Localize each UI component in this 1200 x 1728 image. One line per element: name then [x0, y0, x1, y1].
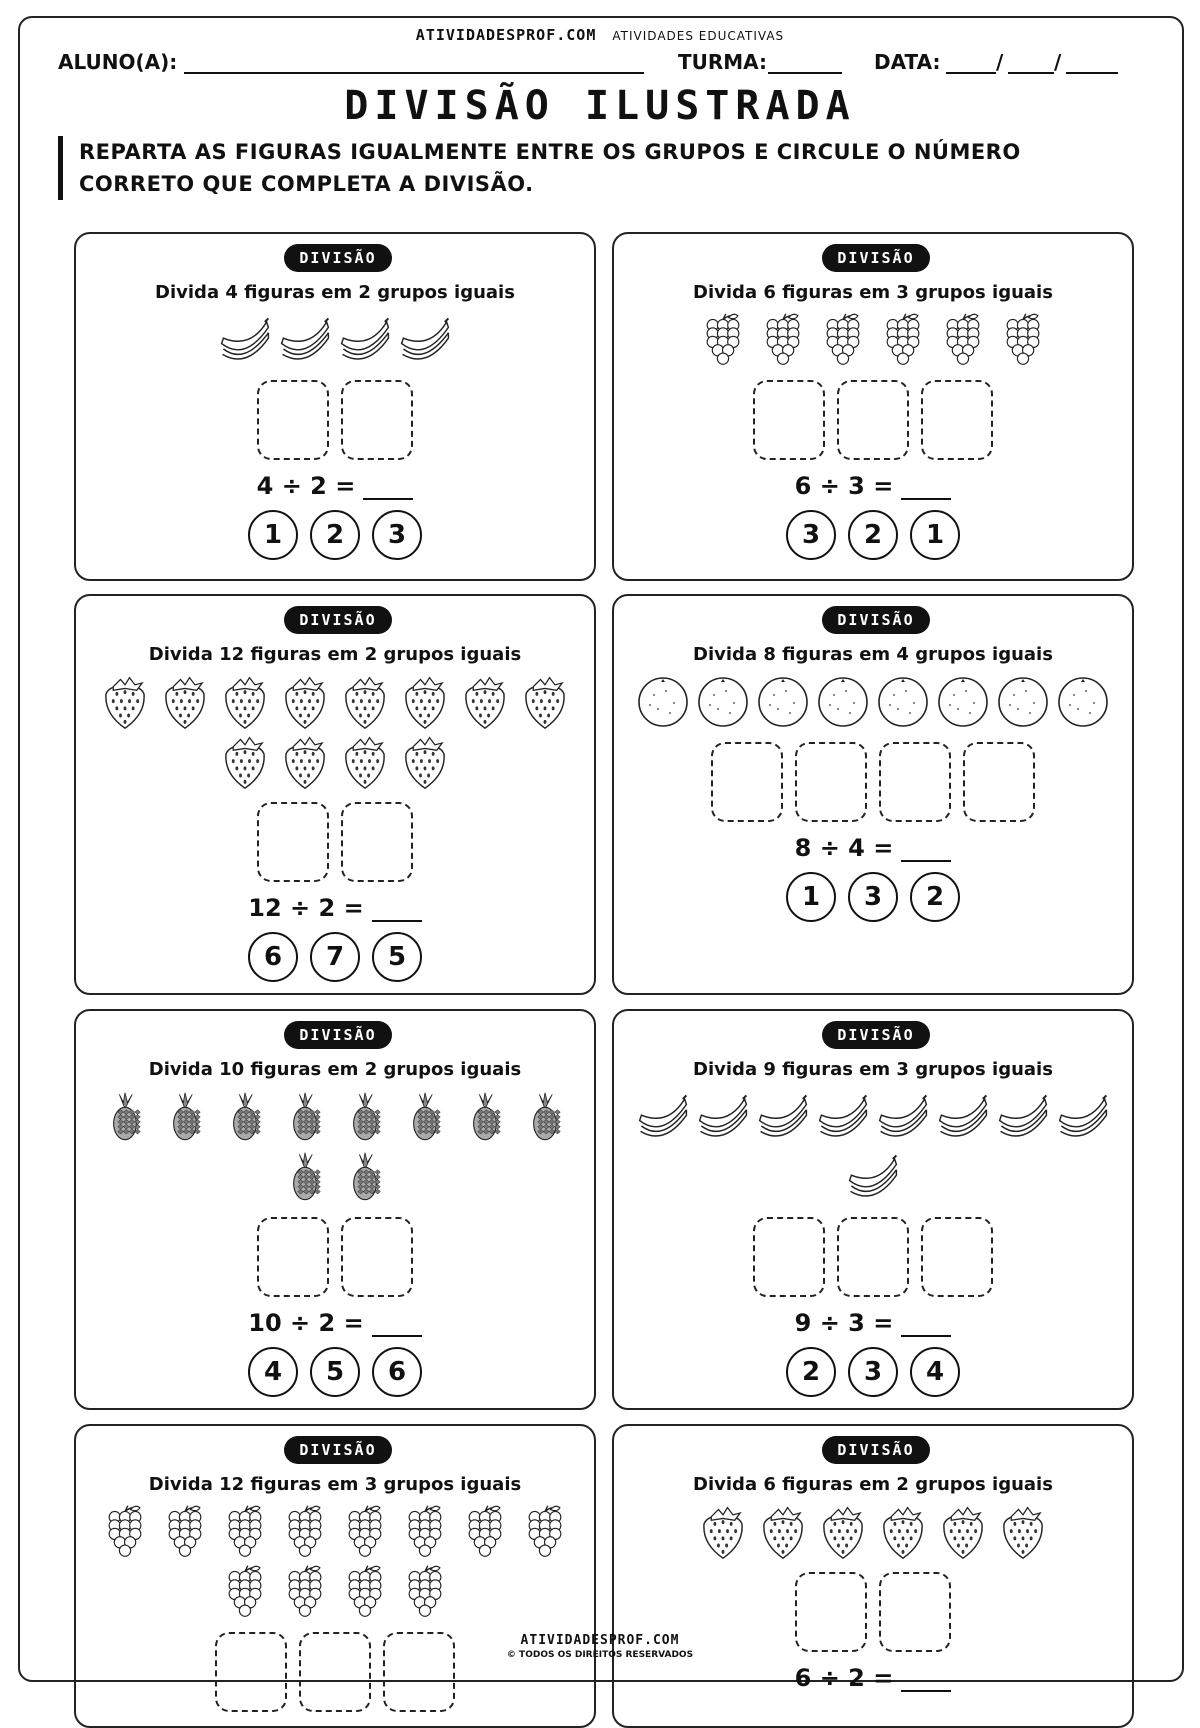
banana-icon [846, 1149, 900, 1205]
equation-text: 4 ÷ 2 = [256, 472, 356, 500]
grapes-icon [278, 1564, 332, 1620]
group-box[interactable] [341, 802, 413, 882]
fruit-row [76, 674, 594, 730]
group-box[interactable] [341, 1217, 413, 1297]
equation-text: 9 ÷ 3 = [794, 1309, 894, 1337]
strawberry-icon [756, 1504, 810, 1560]
fruit-row [614, 1504, 1132, 1560]
strawberry-icon [936, 1504, 990, 1560]
pineapple-icon [518, 1089, 572, 1145]
equation-text: 10 ÷ 2 = [248, 1309, 364, 1337]
grapes-icon [458, 1504, 512, 1560]
answer-options [614, 1347, 1132, 1397]
strawberry-icon [278, 734, 332, 790]
division-equation [76, 1309, 594, 1337]
banana-icon [636, 1089, 690, 1145]
pineapple-icon [458, 1089, 512, 1145]
group-boxes [614, 380, 1132, 460]
answer-option[interactable]: 2 [310, 510, 360, 560]
strawberry-icon [398, 674, 452, 730]
strawberry-icon [996, 1504, 1050, 1560]
answer-option[interactable]: 1 [910, 510, 960, 560]
task-text: Divida 6 figuras em 2 grupos iguais [693, 1474, 1053, 1495]
division-equation [76, 472, 594, 500]
answer-option[interactable]: 3 [786, 510, 836, 560]
site-subtitle: ATIVIDADES EDUCATIVAS [612, 29, 785, 43]
group-box[interactable] [963, 742, 1035, 822]
strawberry-icon [398, 734, 452, 790]
group-box[interactable] [257, 1217, 329, 1297]
date-separator: / [1054, 50, 1062, 74]
answer-option[interactable]: 1 [786, 872, 836, 922]
answer-options [76, 1347, 594, 1397]
task-text: Divida 12 figuras em 3 grupos iguais [148, 1474, 522, 1495]
banana-icon [696, 1089, 750, 1145]
group-box[interactable] [837, 380, 909, 460]
exercise-card [612, 594, 1134, 995]
grapes-icon [756, 312, 810, 368]
strawberry-icon [518, 674, 572, 730]
strawberry-icon [98, 674, 152, 730]
exercise-card [74, 1424, 596, 1728]
task-text: Divida 8 figuras em 4 grupos iguais [693, 644, 1053, 665]
banana-icon [398, 312, 452, 368]
exercise-card [74, 594, 596, 995]
answer-option[interactable]: 3 [848, 1347, 898, 1397]
pineapple-icon [278, 1149, 332, 1205]
task-text: Divida 9 figuras em 3 grupos iguais [693, 1059, 1053, 1080]
grapes-icon [518, 1504, 572, 1560]
exercise-card [612, 1009, 1134, 1410]
date-separator: / [996, 50, 1004, 74]
task-text: Divida 6 figuras em 3 grupos iguais [693, 282, 1053, 303]
answer-options [614, 872, 1132, 922]
fruit-row [76, 1149, 594, 1205]
banana-icon [756, 1089, 810, 1145]
answer-option[interactable]: 2 [910, 872, 960, 922]
strawberry-icon [876, 1504, 930, 1560]
group-boxes [76, 802, 594, 882]
answer-blank[interactable] [372, 1313, 422, 1337]
fruit-row [614, 674, 1132, 730]
division-equation [614, 1664, 1132, 1692]
orange-icon [996, 674, 1050, 730]
student-info-row [58, 50, 1148, 80]
group-boxes [76, 380, 594, 460]
grapes-icon [876, 312, 930, 368]
instruction-line: CORRETO QUE COMPLETA A DIVISÃO. [79, 172, 534, 196]
footer-site: ATIVIDADESPROF.COM [520, 1633, 680, 1648]
group-box[interactable] [921, 380, 993, 460]
strawberry-icon [696, 1504, 750, 1560]
orange-icon [1056, 674, 1110, 730]
page-title: DIVISÃO ILUSTRADA [344, 83, 856, 129]
group-box[interactable] [795, 742, 867, 822]
answer-option[interactable]: 6 [248, 932, 298, 982]
group-box[interactable] [837, 1217, 909, 1297]
pineapple-icon [398, 1089, 452, 1145]
equation-text: 6 ÷ 3 = [794, 472, 894, 500]
student-name-field[interactable] [184, 72, 644, 74]
division-badge: DIVISÃO [284, 606, 392, 634]
answer-blank[interactable] [901, 1668, 951, 1692]
instructions [58, 136, 1159, 200]
group-box[interactable] [921, 1217, 993, 1297]
strawberry-icon [338, 674, 392, 730]
answer-options [614, 510, 1132, 560]
answer-option[interactable]: 4 [910, 1347, 960, 1397]
answer-option[interactable]: 5 [310, 1347, 360, 1397]
fruit-row [76, 1564, 594, 1620]
division-badge: DIVISÃO [284, 244, 392, 272]
division-badge: DIVISÃO [284, 1021, 392, 1049]
fruit-row [76, 1089, 594, 1145]
grapes-icon [218, 1564, 272, 1620]
grapes-icon [278, 1504, 332, 1560]
strawberry-icon [816, 1504, 870, 1560]
exercise-card [74, 232, 596, 581]
division-equation [614, 834, 1132, 862]
equation-text: 6 ÷ 2 = [794, 1664, 894, 1692]
pineapple-icon [98, 1089, 152, 1145]
pineapple-icon [338, 1149, 392, 1205]
banana-icon [278, 312, 332, 368]
answer-option[interactable]: 2 [848, 510, 898, 560]
answer-options [76, 510, 594, 560]
grapes-icon [398, 1504, 452, 1560]
footer [0, 1633, 1200, 1663]
grapes-icon [816, 312, 870, 368]
fruit-row [76, 734, 594, 790]
answer-option[interactable]: 3 [848, 872, 898, 922]
orange-icon [756, 674, 810, 730]
grapes-icon [338, 1564, 392, 1620]
pineapple-icon [278, 1089, 332, 1145]
orange-icon [636, 674, 690, 730]
division-badge: DIVISÃO [822, 606, 930, 634]
strawberry-icon [338, 734, 392, 790]
group-box[interactable] [257, 802, 329, 882]
banana-icon [218, 312, 272, 368]
answer-option[interactable]: 4 [248, 1347, 298, 1397]
answer-option[interactable]: 5 [372, 932, 422, 982]
site-name: ATIVIDADESPROF.COM [415, 26, 597, 44]
pineapple-icon [338, 1089, 392, 1145]
date-month-field[interactable] [1008, 72, 1054, 74]
site-header [0, 26, 1200, 44]
grapes-icon [996, 312, 1050, 368]
grapes-icon [936, 312, 990, 368]
strawberry-icon [158, 674, 212, 730]
answer-option[interactable]: 1 [248, 510, 298, 560]
instruction-line: REPARTA AS FIGURAS IGUALMENTE ENTRE OS GRUPOS E CIRCULE O NÚMERO [79, 140, 1021, 164]
strawberry-icon [218, 734, 272, 790]
banana-icon [996, 1089, 1050, 1145]
division-equation [76, 894, 594, 922]
footer-rights: © TODOS OS DIREITOS RESERVADOS [506, 1650, 694, 1660]
date-year-field[interactable] [1066, 72, 1118, 74]
strawberry-icon [458, 674, 512, 730]
exercise-card [612, 1424, 1134, 1728]
group-boxes [614, 1217, 1132, 1297]
banana-icon [338, 312, 392, 368]
answer-blank[interactable] [901, 838, 951, 862]
answer-blank[interactable] [901, 476, 951, 500]
group-box[interactable] [879, 742, 951, 822]
fruit-row [614, 1089, 1132, 1145]
task-text: Divida 10 figuras em 2 grupos iguais [148, 1059, 522, 1080]
task-text: Divida 4 figuras em 2 grupos iguais [155, 282, 515, 303]
grapes-icon [158, 1504, 212, 1560]
answer-blank[interactable] [372, 898, 422, 922]
grapes-icon [398, 1564, 452, 1620]
group-box[interactable] [753, 380, 825, 460]
answer-options [76, 932, 594, 982]
answer-option[interactable]: 2 [786, 1347, 836, 1397]
date-label: DATA: [874, 50, 941, 74]
group-box[interactable] [341, 380, 413, 460]
division-equation [614, 1309, 1132, 1337]
equation-text: 12 ÷ 2 = [248, 894, 364, 922]
grapes-icon [218, 1504, 272, 1560]
division-badge: DIVISÃO [822, 244, 930, 272]
division-equation [614, 472, 1132, 500]
group-boxes [76, 1217, 594, 1297]
student-label: ALUNO(A): [58, 50, 178, 74]
fruit-row [76, 312, 594, 368]
group-box[interactable] [257, 380, 329, 460]
orange-icon [876, 674, 930, 730]
strawberry-icon [278, 674, 332, 730]
answer-option[interactable]: 7 [310, 932, 360, 982]
class-label: TURMA: [678, 50, 768, 74]
exercise-card [74, 1009, 596, 1410]
division-badge: DIVISÃO [822, 1436, 930, 1464]
grapes-icon [98, 1504, 152, 1560]
answer-option[interactable]: 6 [372, 1347, 422, 1397]
grapes-icon [338, 1504, 392, 1560]
answer-blank[interactable] [363, 476, 413, 500]
group-box[interactable] [753, 1217, 825, 1297]
orange-icon [936, 674, 990, 730]
division-badge: DIVISÃO [822, 1021, 930, 1049]
banana-icon [936, 1089, 990, 1145]
class-field[interactable] [768, 72, 842, 74]
fruit-row [76, 1504, 594, 1560]
fruit-row [614, 312, 1132, 368]
division-badge: DIVISÃO [284, 1436, 392, 1464]
group-box[interactable] [711, 742, 783, 822]
fruit-row [614, 1149, 1132, 1205]
pineapple-icon [218, 1089, 272, 1145]
task-text: Divida 12 figuras em 2 grupos iguais [148, 644, 522, 665]
equation-text: 8 ÷ 4 = [794, 834, 894, 862]
orange-icon [696, 674, 750, 730]
answer-blank[interactable] [901, 1313, 951, 1337]
date-day-field[interactable] [946, 72, 996, 74]
banana-icon [1056, 1089, 1110, 1145]
orange-icon [816, 674, 870, 730]
answer-option[interactable]: 3 [372, 510, 422, 560]
pineapple-icon [158, 1089, 212, 1145]
banana-icon [876, 1089, 930, 1145]
group-boxes [614, 742, 1132, 822]
banana-icon [816, 1089, 870, 1145]
exercise-card [612, 232, 1134, 581]
grapes-icon [696, 312, 750, 368]
strawberry-icon [218, 674, 272, 730]
